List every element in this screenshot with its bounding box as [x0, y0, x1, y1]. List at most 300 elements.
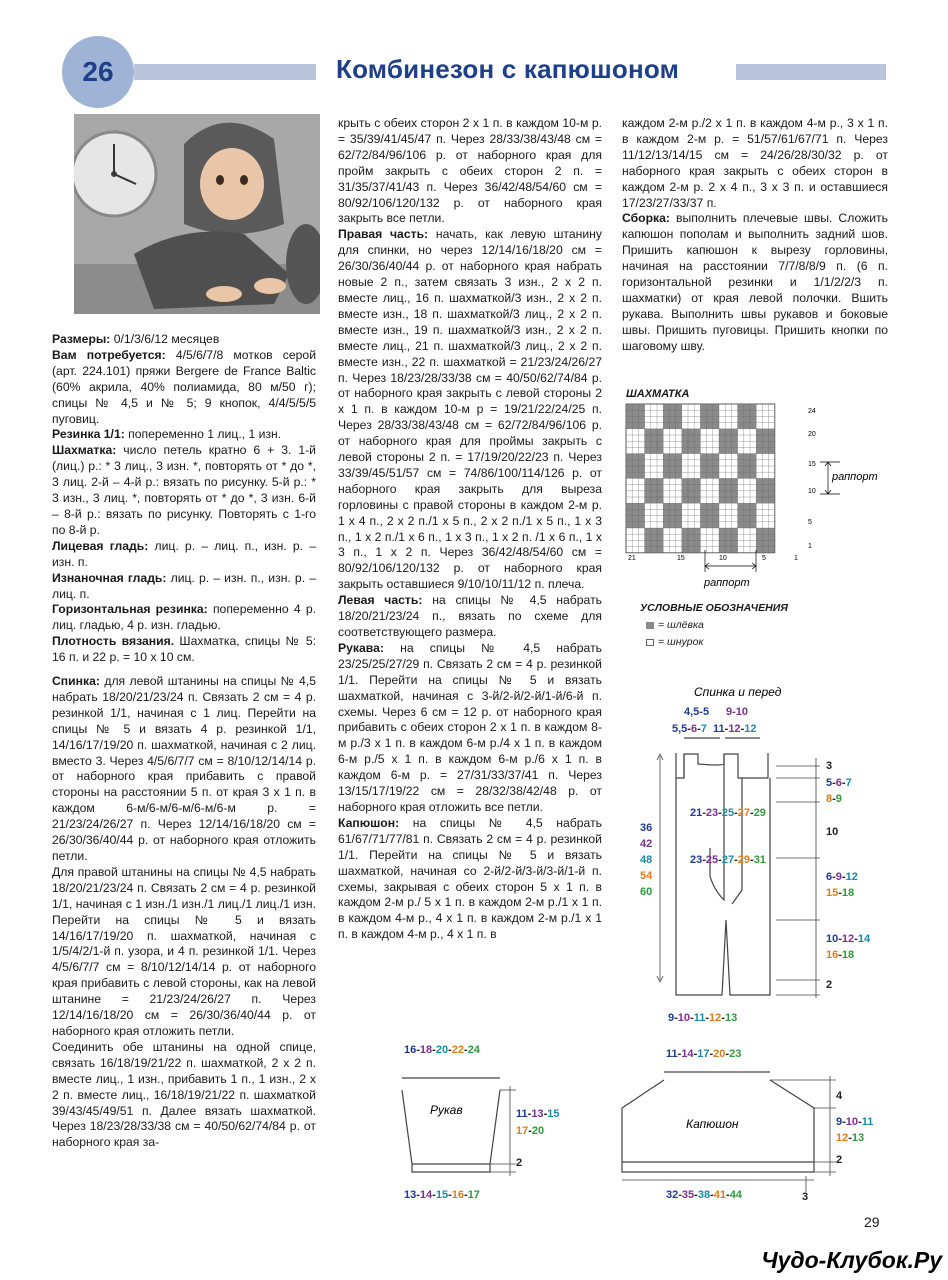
chart-cell — [725, 429, 731, 435]
dim-top-c: 5,5-6-7 — [672, 723, 707, 735]
chart-cell — [750, 416, 756, 422]
chart-cell — [738, 404, 744, 410]
chart-cell — [750, 410, 756, 416]
chart-cell — [738, 454, 744, 460]
chart-cell — [713, 410, 719, 416]
chart-cell — [632, 509, 638, 515]
chart-cell — [719, 497, 725, 503]
chart-cell — [700, 466, 706, 472]
chart-cell — [682, 497, 688, 503]
chart-cell — [707, 460, 713, 466]
chart-cell — [731, 547, 737, 553]
svg-text:42: 42 — [640, 838, 653, 850]
chart-cell — [682, 547, 688, 553]
chart-cell — [638, 404, 644, 410]
col-label: 10 — [719, 555, 727, 562]
paragraph-text: каждом 2-м р./2 х 1 п. в каждом 4-м р., 3 х 1 п. в каждом 2-м р. = 51/57/61/67/71 п. Через 11/12/13/14/15 см = 24/26/28/30/32 р. от наборного края закрыть с обеих сторон в каждом 2-м р. 2 х 4 п., 3 х 3 п. и оставшиеся 17/23/27/33/37 п. — [622, 116, 888, 210]
chart-cell — [713, 516, 719, 522]
chart-cell — [669, 522, 675, 528]
chart-cell — [744, 466, 750, 472]
dim-r1: 3 — [826, 760, 833, 772]
chart-cell — [645, 485, 651, 491]
dim-r2: 5-6-7 — [826, 777, 852, 789]
chart-cell — [651, 491, 657, 497]
chart-cell — [744, 516, 750, 522]
chart-cell — [632, 460, 638, 466]
chart-cell — [762, 441, 768, 447]
svg-text:54: 54 — [640, 870, 653, 882]
chart-cell — [756, 485, 762, 491]
footer-page-number: 29 — [864, 1214, 880, 1230]
paragraph — [52, 674, 316, 865]
sleeve-top: 16-18-20-22-24 — [404, 1044, 480, 1056]
paragraph-text: лиц. р. – изн. п., изн. р. – лиц. п. — [52, 570, 316, 601]
chart-cell — [638, 423, 644, 429]
chart-cell — [645, 429, 651, 435]
dim-r7: 10-12-14 — [826, 933, 871, 945]
chart-cell — [626, 423, 632, 429]
chart-cell — [651, 534, 657, 540]
chart-cell — [682, 429, 688, 435]
chart-cell — [682, 485, 688, 491]
chart-cell — [638, 516, 644, 522]
chart-cell — [700, 460, 706, 466]
chart-cell — [744, 410, 750, 416]
chart-cell — [645, 534, 651, 540]
chart-cell — [638, 410, 644, 416]
chart-cell — [762, 435, 768, 441]
chart-cell — [762, 540, 768, 546]
chart-cell — [688, 485, 694, 491]
chart-cell — [762, 447, 768, 453]
chart-cell — [713, 454, 719, 460]
chart-cell — [688, 547, 694, 553]
chart-cell — [731, 534, 737, 540]
chart-cell — [738, 509, 744, 515]
paragraph-text: начать, как левую штанину для спинки, но через 12/14/16/18/20 см = 26/30/36/40/44 р. от наборного края набрать новые 2 п., затем связать 3 изн., 2 х 2 п. вместе лиц., 16 п. шахматкой/3 изн., 2 х 2 п. вместе изн., 18 п. шахматкой/3 лиц., 2 х 2 п. вместе изн., 19 п. шахматкой/3 изн., 2 х 2 п. вместе лиц., 21 п. шахматкой/3 лиц., 2 х 2 п. вместе изн., 22 п. шахматкой = 21/23/24/26/27 п. Через 18/23/28/33/38 см = 40/50/62/74/84 р. от наборного края закрыть с левой стороны 2 х 1 п. в каждом 10-м р = 19/21/22/24/25 п. Через 28/33/38/43/48 см = 62/72/84/96/106 р. от наборного края для проймы закрыть с левой стороны 2 п. = 17/19/20/22/23 п. Через 33/39/45/51/57 см = 74/86/100/114/126 р. от наборного края закрыть для выреза горловины с правой стороны в каждом 2-м р. 1 х 4 п., 2 х 2 п./1 х 5 п., 2 х 2 п./1 х 5 п., 1 х 3 п., 1 х 2 п./1 х 6 п., 1 х 3 п., 1 х 2 п. /1 х 6 п., 1 х 3 п., 1 х 2 п. Через 36/42/48/54/60 см = 80/92/106/120/132 р. от наборного края закрыть оставшиеся 9/10/10/11/12 п. плеча. — [338, 227, 602, 592]
chart-cell — [707, 410, 713, 416]
chart-cell — [638, 416, 644, 422]
chart-cell — [657, 485, 663, 491]
chart-cell — [713, 522, 719, 528]
text-column-3 — [622, 116, 888, 355]
chart-cell — [719, 447, 725, 453]
chart-cell — [651, 478, 657, 484]
chart-cell — [651, 435, 657, 441]
chart-cell — [750, 460, 756, 466]
hood-right3: 12-13 — [836, 1132, 865, 1144]
chart-cell — [713, 416, 719, 422]
paragraph — [52, 602, 316, 634]
chart-cell — [744, 416, 750, 422]
paragraph-text: на спицы № 4,5 набрать 23/25/25/27/29 п. Связать 2 см = 4 р. резинкой 1/1. Перейти на спицы № 5 и вязать шахматкой, начиная с 3-й/2-й/2-й/1-й/6-й п. схемы. Через 6 см = 12 р. от наборного края прибавить с обеих сторон 2 х 1 п. в каждом 8-м р./3 х 1 п. в каждом 6-м р./4 х 1 п. в каждом 6-м р./5 х 1 п. в каждом 6-м р./6 х 1 п. в каждом 6-м р. = 27/31/33/37/41 п. Через 13/15/17/19/22 см = 28/32/38/42/48 р. от наборного края отложить все петли. — [338, 640, 602, 814]
chart-cell — [769, 534, 775, 540]
chart-cell — [769, 447, 775, 453]
col-label: 21 — [628, 555, 636, 562]
paragraph-text: число петель кратно 6 + 3. 1-й (лиц.) р.: * 3 лиц., 3 изн. *, повторять от * до *, 3 лиц. 2-й – 4-й р.: вязать по рисунку. 5-й р.: * 3 изн., 3 лиц. *, повторять от * до *, 3 изн. 6-й – 8-й р.: вязать по рисунку. Повторять с 1-го по 8-й р. — [52, 443, 316, 537]
chart-cell — [719, 547, 725, 553]
chart-cell — [713, 460, 719, 466]
chart-cell — [638, 460, 644, 466]
chart-cell — [719, 478, 725, 484]
paragraph-text: попеременно 1 лиц., 1 изн. — [124, 427, 282, 442]
chart-cell — [669, 466, 675, 472]
chart-cell — [645, 528, 651, 534]
header-bar-right — [736, 64, 886, 80]
paragraph — [52, 571, 316, 603]
chart-cell — [725, 491, 731, 497]
chart-cell — [769, 429, 775, 435]
dim-mid1: 21-23-25-27-29 — [690, 807, 766, 819]
paragraph — [52, 427, 316, 443]
chart-cell — [769, 485, 775, 491]
chart-cell — [626, 404, 632, 410]
chart-cell — [632, 410, 638, 416]
chart-cell — [750, 423, 756, 429]
chart-cell — [762, 528, 768, 534]
paragraph-heading: Правая часть: — [338, 227, 429, 242]
chart-cell — [645, 447, 651, 453]
chart-cell — [688, 540, 694, 546]
chart-cell — [744, 423, 750, 429]
chart-cell — [688, 478, 694, 484]
chart-cell — [738, 466, 744, 472]
legend-swatch-white — [646, 639, 654, 646]
chart-cell — [694, 540, 700, 546]
chart-cell — [682, 478, 688, 484]
chart-cell — [645, 441, 651, 447]
chart-cell — [707, 454, 713, 460]
sleeve-label: Рукав — [430, 1103, 463, 1117]
repeat-label-bottom: раппорт — [704, 577, 750, 589]
chart-cell — [731, 528, 737, 534]
chart-cell — [669, 423, 675, 429]
row-label: 24 — [808, 408, 816, 415]
chart-cell — [626, 516, 632, 522]
paragraph-heading: Изнаночная гладь: — [52, 570, 167, 585]
paragraph — [338, 816, 602, 943]
chart-cell — [694, 534, 700, 540]
chart-cell — [769, 528, 775, 534]
chart-cell — [676, 404, 682, 410]
chart-cell — [725, 478, 731, 484]
chart-cell — [731, 441, 737, 447]
chart-cell — [694, 528, 700, 534]
chart-cell — [645, 435, 651, 441]
text-column-1 — [52, 332, 316, 1151]
chart-cell — [769, 441, 775, 447]
paragraph-heading: Левая часть: — [338, 593, 423, 608]
chart-cell — [750, 509, 756, 515]
chart-cell — [719, 429, 725, 435]
chart-cell — [762, 534, 768, 540]
chart-cell — [756, 534, 762, 540]
chart-cell — [725, 441, 731, 447]
chart-cell — [682, 491, 688, 497]
schematic-body — [620, 680, 910, 1025]
legend-label: = шлёвка — [658, 619, 704, 631]
paragraph-heading: Сборка: — [622, 211, 670, 226]
chart-cell — [682, 441, 688, 447]
legend-item-cord — [646, 636, 703, 648]
chart-cell — [700, 516, 706, 522]
chart-cell — [663, 522, 669, 528]
chart-cell — [663, 466, 669, 472]
hood-bottom: 32-35-38-41-44 — [666, 1189, 742, 1201]
chart-cell — [632, 503, 638, 509]
chart-cell — [769, 547, 775, 553]
chart-cell — [756, 441, 762, 447]
chart-cell — [676, 410, 682, 416]
watermark: Чудо-Клубок.Ру — [761, 1247, 942, 1273]
chart-cell — [694, 435, 700, 441]
chart-cell — [669, 503, 675, 509]
chart-cell — [626, 509, 632, 515]
chart-cell — [663, 410, 669, 416]
chart-cell — [756, 528, 762, 534]
paragraph-heading: Капюшон: — [338, 815, 400, 830]
dim-r9: 2 — [826, 979, 833, 991]
chart-cell — [657, 435, 663, 441]
legend-label: = шнурок — [658, 636, 704, 648]
chart-cell — [738, 423, 744, 429]
chart-cell — [731, 497, 737, 503]
chart-cell — [756, 478, 762, 484]
paragraph-text: на спицы № 4,5 набрать 61/67/71/77/81 п. Связать 2 см = 4 р. резинкой 1/1. Перейти на спицы № 5 и вязать шахматкой, начиная со 2-й/2-й/3-й/3-й/1-й п. схемы, закрывая с обеих сторон 5 х 1 п. в каждом 2-м р./ 5 х 1 п. в каждом 2-м р./1 х 1 п. в каждом 4-м р., 4 х 1 п. в каждом 2-м р./1 х 1 п. в каждом 4-м р., 4 х 1 п. в — [338, 815, 602, 942]
chart-cell — [676, 423, 682, 429]
schematic-body-title: Спинка и перед — [694, 685, 782, 699]
chart-cell — [731, 540, 737, 546]
paragraph — [622, 116, 888, 211]
chart-cell — [663, 460, 669, 466]
dim-mid2: 23-25-27-29-31 — [690, 854, 766, 866]
chart-cell — [676, 416, 682, 422]
chart-cell — [756, 497, 762, 503]
chart-cell — [651, 441, 657, 447]
hood-right4: 2 — [836, 1154, 843, 1166]
row-label: 20 — [808, 431, 816, 438]
chart-cell — [769, 497, 775, 503]
chart-cell — [694, 485, 700, 491]
paragraph-heading: Размеры: — [52, 332, 111, 346]
chart-cell — [626, 522, 632, 528]
chart-cell — [663, 509, 669, 515]
chart-cell — [769, 491, 775, 497]
chart-cell — [769, 478, 775, 484]
paragraph-text: 4/5/6/7/8 мотков серой (арт. 224.101) пряжи Bergere de France Baltic (60% акрила, 40% полиамида, 80 м/50 г); спицы № 4,5 и № 5; 9 кнопок, 4/4/5/5/5 пуговиц. — [52, 347, 316, 426]
chart-cell — [682, 534, 688, 540]
paragraph-text: для левой штанины на спицы № 4,5 набрать 18/20/21/23/24 п. Связать 2 см = 4 р. резинкой 1/1, начиная с 1 лиц. Перейти на спицы № 5 и вязать 4 р. резинкой 1/1, 14/16/17/19/20 п. шахматкой, начиная с 2 лиц. вместо 3. Через 4/5/6/7/7 см = 8/10/12/14/14 р. от наборного края прибавить с правой стороны на расстоянии 5 п. от края 3 х 1 п. в каждом 6-м/6-м/6-м/6-м/6-м р. = 21/23/24/26/27 п. Через 12/14/16/18/20 см = 26/30/36/40/44 р. от наборного края отложить петли. — [52, 674, 316, 863]
paragraph — [52, 634, 316, 666]
chart-cell — [682, 528, 688, 534]
chart-cell — [756, 540, 762, 546]
chart-cell — [669, 410, 675, 416]
paragraph-heading: Рукава: — [338, 640, 384, 655]
schematic-sleeve — [390, 1036, 590, 1211]
chart-cell — [682, 435, 688, 441]
svg-text:60: 60 — [640, 886, 653, 898]
dim-left — [640, 822, 653, 898]
chart-cell — [725, 547, 731, 553]
paragraph-text: попеременно 4 р. лиц. гладью, 4 р. изн. гладью. — [52, 602, 316, 633]
chart-cell — [713, 472, 719, 478]
chart-cell — [725, 447, 731, 453]
legend-item-loop — [646, 619, 704, 631]
chart-cell — [657, 478, 663, 484]
chart-cell — [657, 547, 663, 553]
chart-cell — [626, 472, 632, 478]
paragraph-heading: Горизонтальная резинка: — [52, 602, 208, 617]
chart-cell — [663, 503, 669, 509]
dim-r5: 6-9-12 — [826, 871, 858, 883]
paragraph-heading: Лицевая гладь: — [52, 538, 149, 553]
paragraph — [338, 641, 602, 816]
chart-cell — [694, 441, 700, 447]
paragraph — [338, 116, 602, 227]
chart-cell — [756, 547, 762, 553]
schematic-hood — [606, 1040, 896, 1205]
chart-cell — [657, 441, 663, 447]
chart-cell — [694, 478, 700, 484]
chart-cell — [744, 472, 750, 478]
chart-cell — [638, 454, 644, 460]
chart-cell — [694, 491, 700, 497]
paragraph — [622, 211, 888, 354]
chart-cell — [676, 516, 682, 522]
chart-cell — [688, 491, 694, 497]
chart-cell — [651, 547, 657, 553]
chart-cell — [669, 509, 675, 515]
chart-cell — [688, 497, 694, 503]
row-label: 10 — [808, 488, 816, 495]
dim-r4: 10 — [826, 826, 839, 838]
hood-right5: 3 — [802, 1191, 809, 1203]
chart-cell — [707, 509, 713, 515]
paragraph-heading: Спинка: — [52, 674, 100, 689]
chart-cell — [707, 466, 713, 472]
chart-col-labels — [628, 555, 798, 562]
chart-cell — [663, 423, 669, 429]
chart-cell — [688, 447, 694, 453]
chart-cell — [632, 472, 638, 478]
chart-cell — [713, 503, 719, 509]
chart-cell — [762, 478, 768, 484]
dim-bottom: 9-10-11-12-13 — [668, 1012, 738, 1024]
chart-cell — [626, 454, 632, 460]
paragraph-heading: Вам потребуется: — [52, 347, 166, 362]
chart-cell — [707, 416, 713, 422]
chart-cell — [657, 534, 663, 540]
paragraph — [338, 593, 602, 641]
dim-top-d: 11-12-12 — [713, 723, 757, 735]
chart-cell — [632, 404, 638, 410]
chart-cell — [738, 522, 744, 528]
chart-cell — [762, 547, 768, 553]
chart-cell — [719, 435, 725, 441]
chart-cell — [676, 460, 682, 466]
chart-cell — [756, 429, 762, 435]
chart-cell — [688, 435, 694, 441]
chart-cell — [769, 435, 775, 441]
paragraph-text: Шахматка, спицы № 5: 16 п. и 22 р. = 10 х 10 см. — [52, 634, 316, 665]
chart-cell — [632, 454, 638, 460]
chart-cell — [669, 472, 675, 478]
chart-cell — [731, 447, 737, 453]
chart-cell — [651, 485, 657, 491]
chart-cell — [707, 522, 713, 528]
knitting-chart — [620, 400, 890, 596]
chart-cell — [707, 423, 713, 429]
chart-cell — [657, 528, 663, 534]
hood-label: Капюшон — [686, 1117, 739, 1131]
chart-cell — [700, 472, 706, 478]
chart-cell — [700, 454, 706, 460]
chart-cell — [762, 497, 768, 503]
chart-cell — [651, 528, 657, 534]
chart-cell — [676, 454, 682, 460]
baby-photo — [74, 114, 320, 314]
chart-cell — [756, 447, 762, 453]
chart-cell — [645, 540, 651, 546]
chart-cell — [694, 497, 700, 503]
chart-cell — [725, 435, 731, 441]
dim-r3: 8-9 — [826, 793, 842, 805]
chart-cell — [750, 472, 756, 478]
paragraph — [52, 443, 316, 538]
chart-cell — [719, 534, 725, 540]
chart-cell — [638, 503, 644, 509]
sleeve-right2: 17-20 — [516, 1125, 545, 1137]
chart-cell — [750, 516, 756, 522]
chart-cell — [688, 534, 694, 540]
chart-cell — [632, 423, 638, 429]
header-bar-left — [134, 64, 316, 80]
paragraph — [52, 1040, 316, 1151]
chart-cell — [676, 503, 682, 509]
paragraph — [52, 865, 316, 1040]
chart-cell — [694, 547, 700, 553]
chart-cell — [676, 466, 682, 472]
chart-cell — [626, 410, 632, 416]
chart-cell — [694, 429, 700, 435]
chart-cell — [762, 491, 768, 497]
chart-cell — [756, 491, 762, 497]
chart-cell — [700, 410, 706, 416]
hood-right1: 4 — [836, 1090, 843, 1102]
chart-cell — [738, 416, 744, 422]
legend-title: УСЛОВНЫЕ ОБОЗНАЧЕНИЯ — [640, 602, 788, 614]
chart-cell — [688, 528, 694, 534]
chart-cell — [738, 410, 744, 416]
chart-cell — [638, 472, 644, 478]
repeat-label-right: раппорт — [832, 471, 878, 483]
chart-cell — [725, 540, 731, 546]
chart-row-labels — [808, 408, 816, 550]
chart-cell — [700, 509, 706, 515]
chart-cell — [750, 454, 756, 460]
chart-cell — [676, 522, 682, 528]
page-title: Комбинезон с капюшоном — [336, 54, 680, 84]
chart-cell — [682, 447, 688, 453]
paragraph — [338, 227, 602, 593]
sleeve-right1: 11-13-15 — [516, 1108, 560, 1120]
text-column-2 — [338, 116, 602, 943]
chart-cell — [632, 516, 638, 522]
chart-cell — [707, 503, 713, 509]
chart-cell — [669, 454, 675, 460]
chart-cell — [769, 540, 775, 546]
chart-title: ШАХМАТКА — [626, 388, 690, 400]
